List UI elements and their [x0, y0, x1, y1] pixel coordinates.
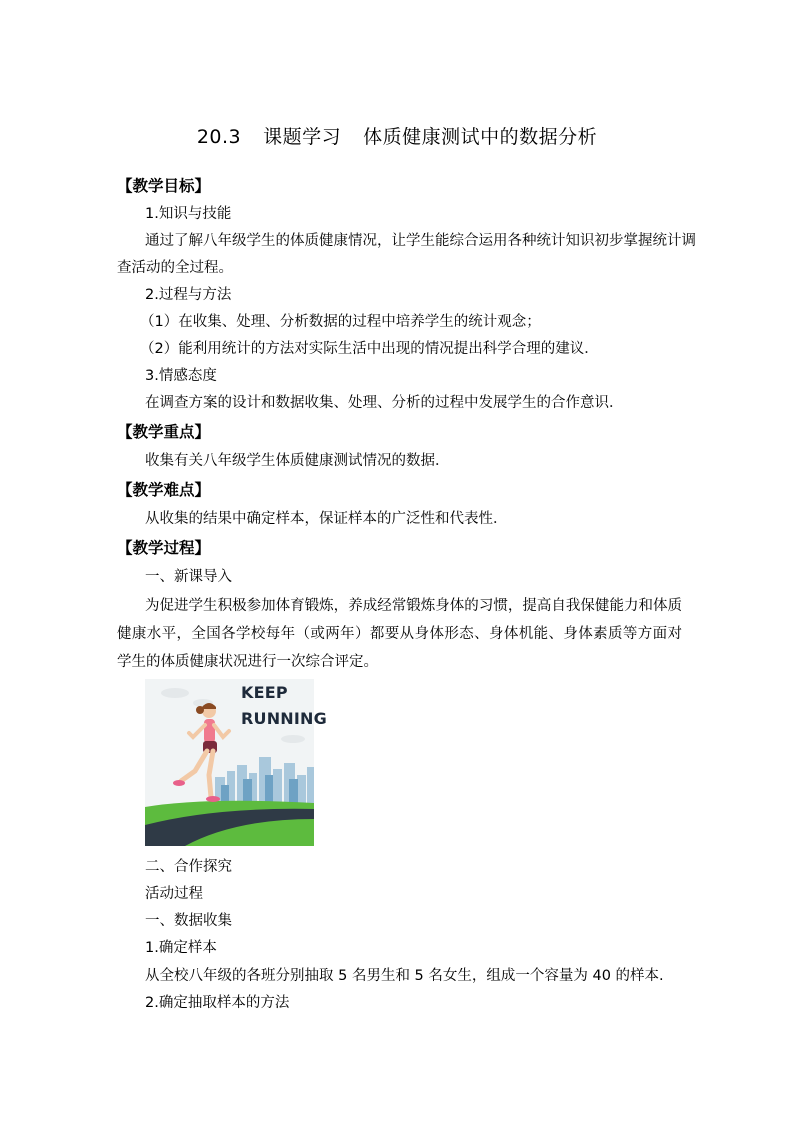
keep-running-illustration — [145, 679, 327, 846]
image-text-keep: KEEP — [241, 683, 288, 702]
process-intro-paragraph: 为促进学生积极参加体育锻炼，养成经常锻炼身体的习惯，提高自我保健能力和体质健康水平，全国各学校每年（或两年）都要从身体形态、身体机能、身体素质等方面对学生的体质健康状况进行一次综合评定。 — [117, 598, 682, 670]
process-step-2: 二、合作探究 — [145, 859, 232, 875]
activity-label: 活动过程 — [145, 886, 203, 902]
data-collection-label: 一、数据收集 — [145, 913, 232, 929]
sample-text: 从全校八年级的各班分别抽取 5 名男生和 5 名女生，组成一个容量为 40 的样本. — [145, 968, 664, 984]
key-points-text: 收集有关八年级学生体质健康测试情况的数据． — [145, 453, 450, 469]
difficulties-text: 从收集的结果中确定样本，保证样本的广泛性和代表性． — [145, 511, 508, 527]
goal-1-text-line2: 查活动的全过程。 — [117, 260, 233, 276]
goal-1-label: 1.知识与技能 — [145, 206, 232, 222]
page-title — [0, 122, 794, 149]
heading-difficulties: 【教学难点】 — [117, 481, 211, 499]
heading-process: 【教学过程】 — [117, 539, 211, 557]
heading-goals: 【教学目标】 — [117, 177, 211, 195]
goal-2-item-a: （1）在收集、处理、分析数据的过程中培养学生的统计观念； — [140, 314, 541, 330]
goal-3-text: 在调查方案的设计和数据收集、处理、分析的过程中发展学生的合作意识． — [145, 395, 624, 411]
goal-2-item-b: （2）能利用统计的方法对实际生活中出现的情况提出科学合理的建议． — [140, 341, 599, 357]
sample-step-1: 1.确定样本 — [145, 940, 217, 956]
title-part1: 课题学习 — [263, 126, 342, 148]
goal-1-text-line1: 通过了解八年级学生的体质健康情况，让学生能综合运用各种统计知识初步掌握统计调 — [145, 233, 696, 249]
heading-key-points: 【教学重点】 — [117, 423, 211, 441]
runner-graphic — [145, 679, 314, 846]
title-part2: 体质健康测试中的数据分析 — [363, 126, 598, 148]
goal-3-label: 3.情感态度 — [145, 368, 217, 384]
title-number: 20.3 — [196, 126, 242, 148]
image-text-running: RUNNING — [241, 709, 327, 728]
process-step-1: 一、新课导入 — [145, 569, 232, 585]
sample-step-2: 2.确定抽取样本的方法 — [145, 995, 290, 1011]
goal-2-label: 2.过程与方法 — [145, 287, 232, 303]
